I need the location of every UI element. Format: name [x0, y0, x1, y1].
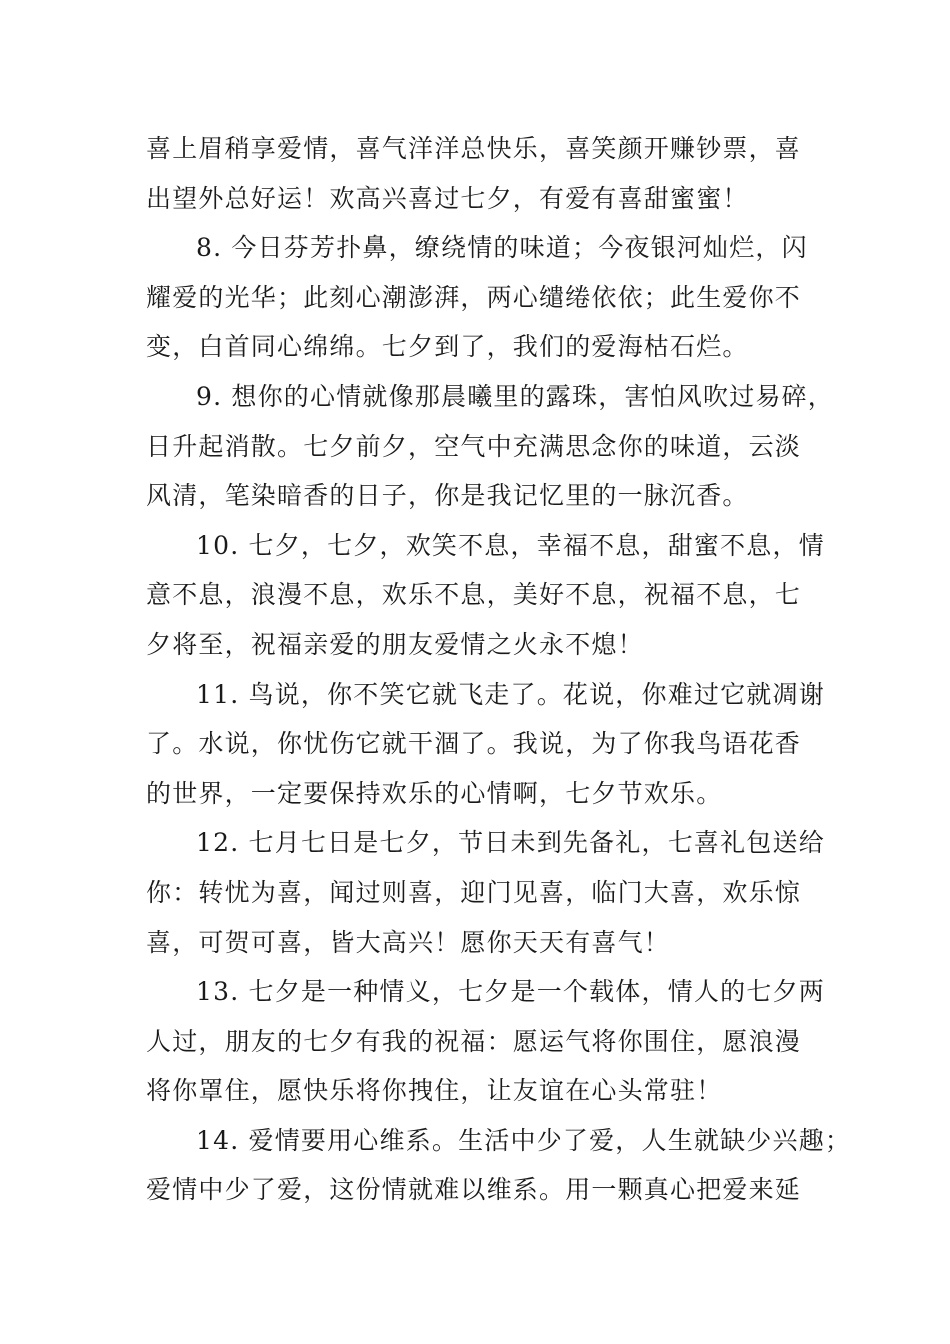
- text-line: 9. 想你的心情就像那晨曦里的露珠，害怕风吹过易碎，: [196, 381, 835, 411]
- paragraph-continued: [146, 124, 826, 223]
- text-line: 14. 爱情要用心维系。生活中少了爱，人生就缺少兴趣；: [196, 1125, 852, 1155]
- text-line: 11. 鸟说，你不笑它就飞走了。花说，你难过它就凋谢: [196, 679, 825, 709]
- text-line: 耀爱的光华；此刻心潮澎湃，两心缱绻依依；此生爱你不: [146, 282, 802, 312]
- text-line: 夕将至，祝福亲爱的朋友爱情之火永不熄！: [146, 629, 644, 659]
- text-line: 风清，笔染暗香的日子，你是我记忆里的一脉沉香。: [146, 481, 749, 511]
- paragraph-item-8: [146, 223, 826, 372]
- text-line: 喜，可贺可喜，皆大高兴！愿你天天有喜气！: [146, 927, 671, 957]
- text-line: 日升起消散。七夕前夕，空气中充满思念你的味道，云淡: [146, 431, 802, 461]
- text-line: 了。水说，你忧伤它就干涸了。我说，为了你我鸟语花香: [146, 729, 802, 759]
- text-line: 爱情中少了爱，这份情就难以维系。用一颗真心把爱来延: [146, 1175, 802, 1205]
- paragraph-item-12: [146, 818, 826, 967]
- text-line: 将你罩住，愿快乐将你拽住，让友谊在心头常驻！: [146, 1076, 723, 1106]
- text-line: 喜上眉稍享爱情，喜气洋洋总快乐，喜笑颜开赚钞票，喜: [146, 134, 802, 163]
- text-line: 人过，朋友的七夕有我的祝福：愿运气将你围住，愿浪漫: [146, 1026, 802, 1056]
- paragraph-item-11: [146, 670, 826, 819]
- text-line: 13. 七夕是一种情义，七夕是一个载体，情人的七夕两: [196, 977, 825, 1007]
- document-body: [146, 124, 852, 1215]
- text-line: 你：转忧为喜，闻过则喜，迎门见喜，临门大喜，欢乐惊: [146, 877, 802, 907]
- text-line: 10. 七夕，七夕，欢笑不息，幸福不息，甜蜜不息，情: [196, 530, 825, 560]
- text-line: 意不息，浪漫不息，欢乐不息，美好不息，祝福不息，七: [146, 580, 802, 610]
- paragraph-item-14: [146, 1116, 852, 1215]
- paragraph-item-13: [146, 967, 826, 1116]
- paragraph-item-10: [146, 521, 826, 670]
- text-line: 变，白首同心绵绵。七夕到了，我们的爱海枯石烂。: [146, 332, 749, 362]
- paragraph-item-9: [146, 372, 835, 521]
- text-line: 的世界，一定要保持欢乐的心情啊，七夕节欢乐。: [146, 778, 723, 808]
- text-line: 8. 今日芬芳扑鼻，缭绕情的味道；今夜银河灿烂，闪: [196, 233, 808, 263]
- text-line: 出望外总好运！欢高兴喜过七夕，有爱有喜甜蜜蜜！: [146, 183, 749, 213]
- text-line: 12. 七月七日是七夕，节日未到先备礼，七喜礼包送给: [196, 828, 825, 858]
